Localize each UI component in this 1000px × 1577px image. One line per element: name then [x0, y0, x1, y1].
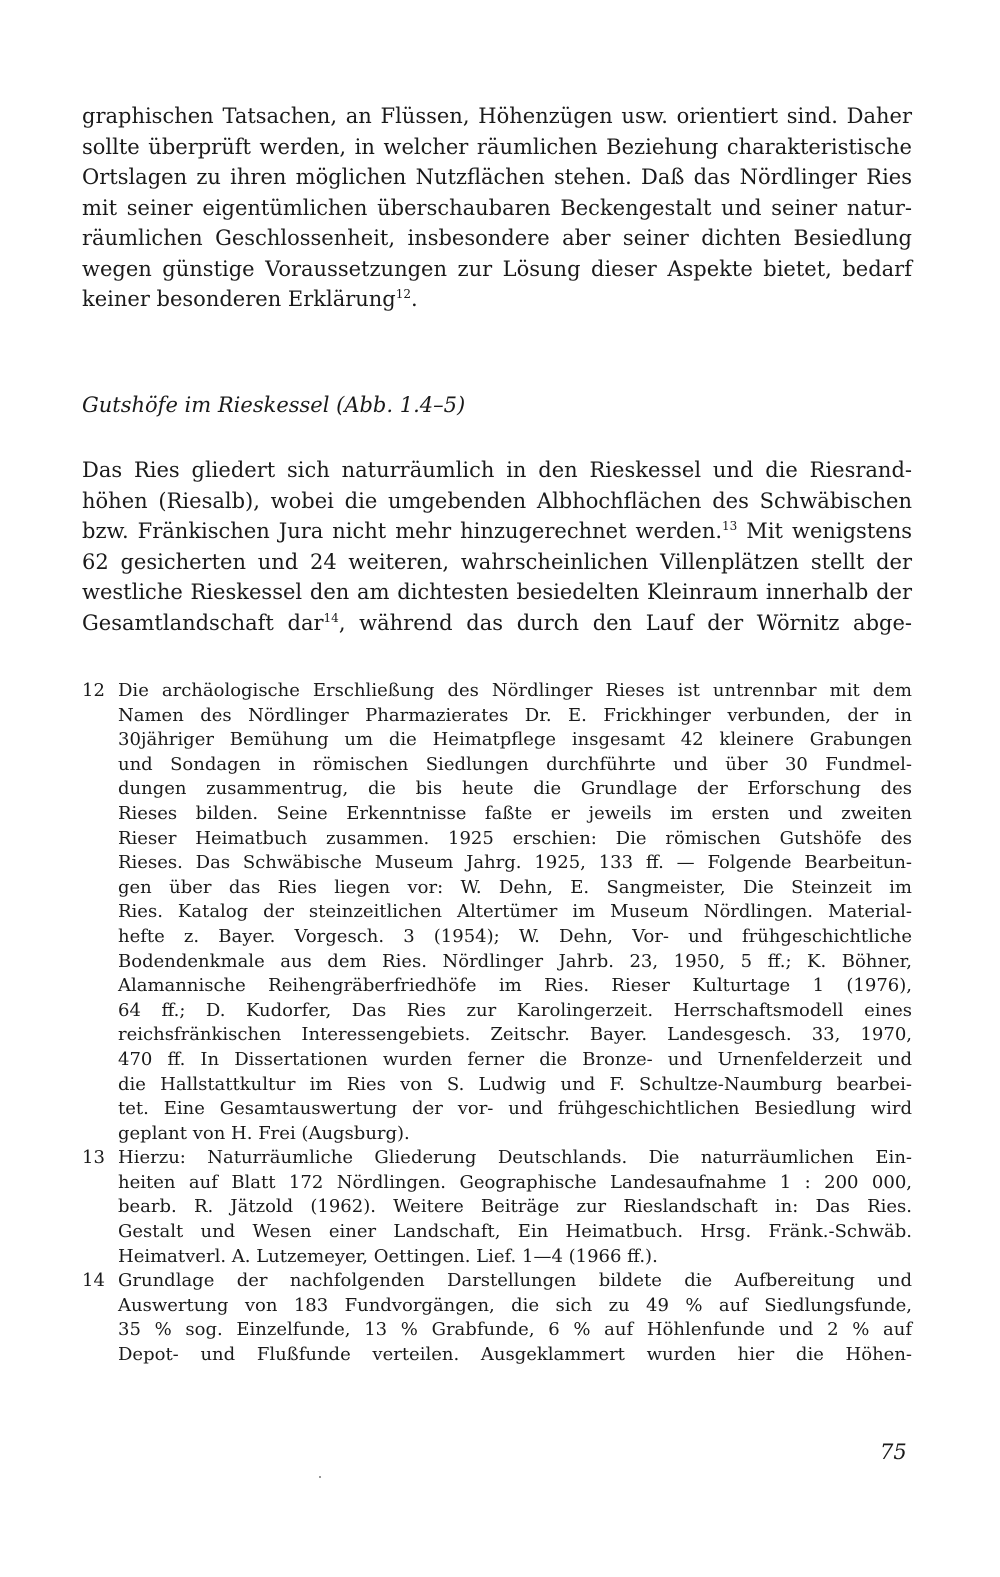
footnote-line: Hierzu: Naturräumliche Gliederung Deutschlands. Die naturräumlichen Ein-: [118, 1147, 912, 1169]
footnote-line: Rieser Heimatbuch zusammen. 1925 erschien: Die römischen Gutshöfe des: [118, 827, 912, 849]
text-fragment: .: [411, 287, 418, 311]
text-line: räumlichen Geschlossenheit, insbesondere aber seiner dichten Besiedlung: [82, 226, 912, 250]
text-line: höhen (Riesalb), wobei die umgebenden Albhochflächen des Schwäbischen: [82, 488, 912, 513]
footnote-line: und Sondagen in römischen Siedlungen durchführte und über 30 Fundmel-: [118, 753, 912, 775]
text-line: Das Ries gliedert sich naturräumlich in den Rieskessel und die Riesrand-: [82, 458, 912, 482]
text-fragment: , während das durch den Lauf der Wörnitz abge-: [338, 610, 912, 635]
text-fragment: bzw. Fränkischen Jura nicht mehr hinzugerechnet werden.: [82, 519, 723, 543]
text-line: graphischen Tatsachen, an Flüssen, Höhenzügen usw. orientiert sind. Daher: [82, 104, 912, 128]
footnote-line: heiten auf Blatt 172 Nördlingen. Geographische Landesaufnahme 1 : 200 000,: [118, 1171, 912, 1193]
footnote-line: dungen zusammentrug, die bis heute die Grundlage der Erforschung des: [118, 778, 912, 800]
text-line: mit seiner eigentümlichen überschaubaren Beckengestalt und seiner natur-: [82, 195, 912, 220]
footnote-reference[interactable]: 13: [722, 519, 738, 533]
footnote-reference[interactable]: 12: [395, 287, 412, 301]
footnote-line: Bodendenkmale aus dem Ries. Nördlinger Jahrb. 23, 1950, 5 ff.; K. Böhner,: [118, 950, 912, 972]
text-fragment: Gesamtlandschaft dar: [82, 610, 324, 635]
footnote-13: [82, 1146, 912, 1269]
footnote-line: Depot- und Flußfunde verteilen. Ausgeklammert wurden hier die Höhen-: [118, 1344, 912, 1366]
footnote-reference[interactable]: 14: [323, 610, 339, 625]
footnote-line: 470 ff. In Dissertationen wurden ferner die Bronze- und Urnenfelderzeit und: [118, 1048, 912, 1070]
page-number: 75: [880, 1440, 907, 1464]
footnote-line: geplant von H. Frei (Augsburg).: [118, 1122, 410, 1144]
footnote-line: Auswertung von 183 Fundvorgängen, die sich zu 49 % auf Siedlungsfunde,: [118, 1294, 912, 1316]
section-heading: Gutshöfe im Rieskessel (Abb. 1.4–5): [82, 393, 466, 417]
text-fragment: keiner besonderen Erklärung: [82, 287, 396, 311]
text-line: [82, 516, 912, 547]
footnote-line: die Hallstattkultur im Ries von S. Ludwig und F. Schultze-Naumburg bearbei-: [118, 1073, 912, 1095]
footnotes-section: [82, 679, 912, 1368]
text-line: wegen günstige Voraussetzungen zur Lösung dieser Aspekte bietet, bedarf: [82, 256, 912, 281]
text-line: [82, 284, 912, 315]
footnote-line: Die archäologische Erschließung des Nördlinger Rieses ist untrennbar mit dem: [118, 680, 912, 701]
footnote-line: 64 ff.; D. Kudorfer, Das Ries zur Karolingerzeit. Herrschaftsmodell eines: [118, 999, 912, 1021]
footnote-number: 13: [82, 1147, 105, 1169]
footnote-line: gen über das Ries liegen vor: W. Dehn, E. Sangmeister, Die Steinzeit im: [118, 876, 912, 898]
footnote-line: Gestalt und Wesen einer Landschaft, Ein Heimatbuch. Hrsg. Fränk.-Schwäb.: [118, 1221, 912, 1243]
text-fragment: Mit wenigstens: [737, 519, 912, 543]
footnote-line: Namen des Nördlinger Pharmazierates Dr. E. Frickhinger verbunden, der in: [118, 704, 912, 726]
footnote-line: Ries. Katalog der steinzeitlichen Altertümer im Museum Nördlingen. Material-: [118, 901, 912, 923]
footnote-line: Alamannische Reihengräberfriedhöfe im Ries. Rieser Kulturtage 1 (1976),: [118, 975, 912, 997]
footnote-line: 35 % sog. Einzelfunde, 13 % Grabfunde, 6 % auf Höhlenfunde und 2 % auf: [118, 1319, 912, 1341]
body-paragraph-2: [82, 455, 912, 638]
text-line: westliche Rieskessel den am dichtesten besiedelten Kleinraum innerhalb der: [82, 580, 912, 604]
footnote-number: 14: [82, 1270, 105, 1292]
footnote-line: Rieses. Das Schwäbische Museum Jahrg. 1925, 133 ff. — Folgende Bearbeitun-: [118, 852, 912, 874]
text-line: [82, 608, 912, 639]
footnote-line: bearb. R. Jätzold (1962). Weitere Beiträge zur Rieslandschaft in: Das Ries.: [118, 1196, 912, 1218]
footnote-number: 12: [82, 680, 105, 701]
footnote-14: [82, 1269, 912, 1367]
text-line: sollte überprüft werden, in welcher räumlichen Beziehung charakteristische: [82, 134, 912, 159]
footnote-line: Grundlage der nachfolgenden Darstellungen bildete die Aufbereitung und: [118, 1270, 912, 1292]
footnote-line: Heimatverl. A. Lutzemeyer, Oettingen. Lief. 1—4 (1966 ff.).: [118, 1245, 658, 1267]
scan-speck: [319, 1476, 321, 1478]
footnote-line: 30jähriger Bemühung um die Heimatpflege insgesamt 42 kleinere Grabungen: [118, 729, 912, 751]
footnote-line: tet. Eine Gesamtauswertung der vor- und frühgeschichtlichen Besiedlung wird: [118, 1098, 912, 1120]
body-paragraph-1: [82, 101, 912, 315]
footnote-line: hefte z. Bayer. Vorgesch. 3 (1954); W. Dehn, Vor- und frühgeschichtliche: [118, 925, 912, 947]
footnote-12: [82, 679, 912, 1146]
text-line: 62 gesicherten und 24 weiteren, wahrscheinlichen Villenplätzen stellt der: [82, 549, 912, 574]
text-line: Ortslagen zu ihren möglichen Nutzflächen stehen. Daß das Nördlinger Ries: [82, 165, 912, 189]
footnote-line: Rieses bilden. Seine Erkenntnisse faßte er jeweils im ersten und zweiten: [118, 802, 912, 824]
footnote-line: reichsfränkischen Interessengebiets. Zeitschr. Bayer. Landesgesch. 33, 1970,: [118, 1024, 912, 1046]
